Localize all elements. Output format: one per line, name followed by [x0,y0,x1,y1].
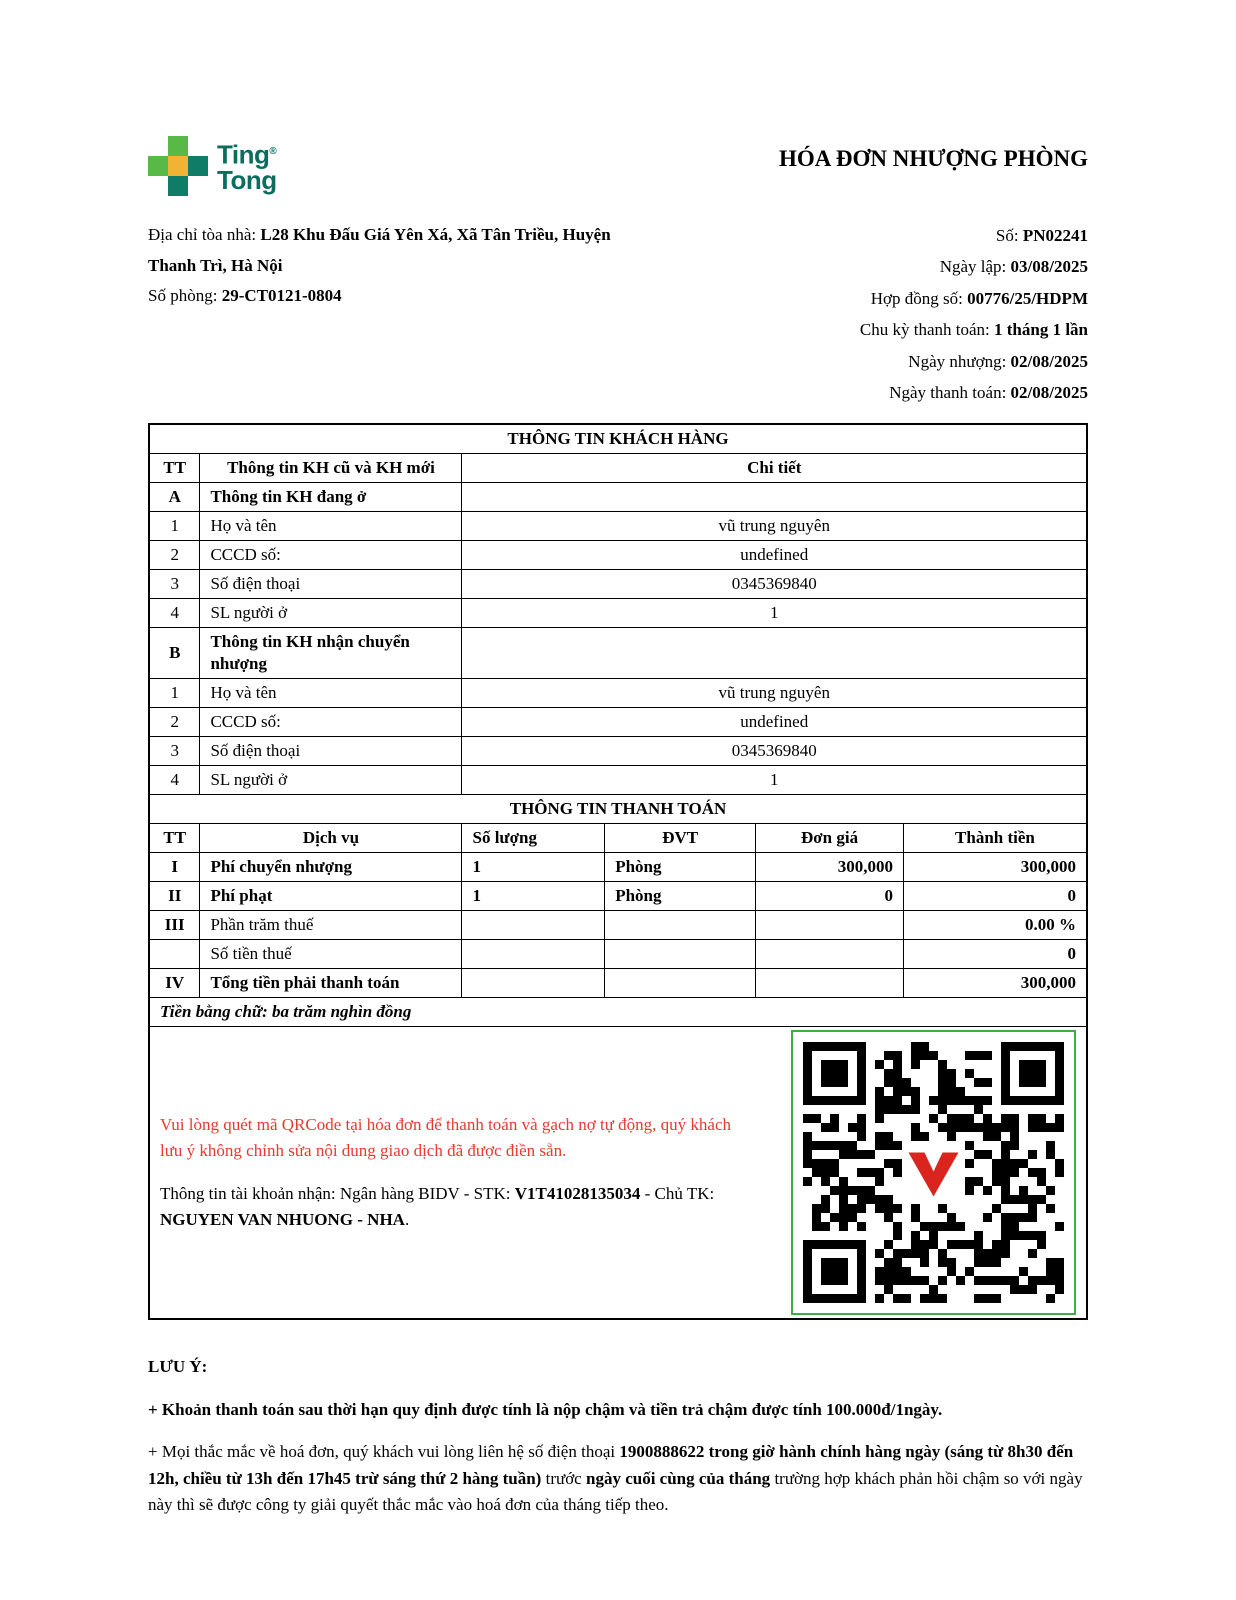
text-segment: . [404,1209,410,1229]
table-row [149,765,1087,794]
table-cell: 0345369840 [462,569,1087,598]
qr-texts [160,1112,745,1232]
table-cell: 4 [149,765,200,794]
meta-value: 00776/25/HDPM [967,288,1088,308]
notes-heading: LƯU Ý: [148,1356,208,1376]
qr-code-image [803,1042,1064,1303]
table-cell: ĐVT [605,823,756,852]
table-cell: Họ và tên [200,511,462,540]
tingtong-logo [148,136,277,196]
meta-value: PN02241 [1022,226,1088,245]
meta-label: Hợp đồng số: [870,288,968,308]
table-cell: CCCD số: [200,707,462,736]
building-address [148,220,660,281]
text-segment: 1900888622 trong giờ hành chính hàng ngày (sáng từ 8h30 đến 12h, chiều từ 13h đến 17h45 trừ sáng thứ 2 hàng tuần) [148,1442,1074,1488]
table-cell: SL người ở [200,598,462,627]
text-segment: trước [541,1468,586,1488]
table-row [149,736,1087,765]
table-cell: Phòng [605,852,756,881]
meta-value: 1 tháng 1 lần [994,320,1088,340]
table-cell: I [149,852,200,881]
table-cell: Dịch vụ [200,823,462,852]
table-cell [149,939,200,968]
document-title: HÓA ĐƠN NHƯỢNG PHÒNG [778,146,1088,171]
invoice-info [148,220,1088,409]
table-cell: Phần trăm thuế [200,910,462,939]
table-cell: CCCD số: [200,540,462,569]
table-cell: 1 [149,678,200,707]
table-cell: 4 [149,598,200,627]
table-row [149,910,1087,939]
customer-section-title [149,424,1087,454]
table-cell: Đơn giá [756,823,904,852]
text-segment: V1T41028135034 [514,1184,641,1204]
meta-label: Số: [995,226,1023,245]
qr-code [791,1030,1076,1315]
tingtong-logo-icon [148,136,208,196]
table-cell: Phí phạt [200,881,462,910]
contact-note [148,1439,1088,1518]
table-cell: Phí chuyển nhượng [200,852,462,881]
table-cell: 1 [462,881,605,910]
table-cell: 2 [149,540,200,569]
invoice-meta-item [860,220,1088,251]
footer-notes [148,1354,1088,1519]
table-row [149,540,1087,569]
table-cell: 0 [903,881,1087,910]
table-cell: Số điện thoại [200,569,462,598]
customer-header-row [149,453,1087,482]
invoice-meta-item [860,283,1088,314]
table-cell: Số lượng [462,823,605,852]
table-cell: Thành tiền [903,823,1087,852]
logo-line2: Tong [217,164,277,195]
registered-mark-icon: ® [269,146,277,158]
table-cell: SL người ở [200,765,462,794]
table-cell: 300,000 [903,852,1087,881]
building-info [148,220,660,409]
meta-value: 02/08/2025 [1010,351,1088,371]
table-cell: 3 [149,569,200,598]
table-cell: Thông tin KH nhận chuyển nhượng [200,627,462,678]
table-cell [462,910,605,939]
invoice-table [148,423,1088,1320]
table-cell [756,910,904,939]
invoice-table-wrapper [148,423,1088,1320]
page-header [148,136,1088,196]
text-segment: Thông tin tài khoản nhận: Ngân hàng BIDV - STK: [160,1184,515,1204]
logo-line1: Ting [217,139,270,170]
table-cell: 2 [149,707,200,736]
table-cell: 1 [149,511,200,540]
text-segment: + Mọi thắc mắc về hoá đơn, quý khách vui lòng liên hệ số điện thoại [148,1442,620,1462]
table-cell: A [149,482,200,511]
meta-value: 03/08/2025 [1010,257,1088,277]
invoice-meta [860,220,1088,409]
table-cell: III [149,910,200,939]
table-cell: 0 [903,939,1087,968]
table-cell: 300,000 [756,852,904,881]
room-label: Số phòng: [148,286,222,306]
table-cell [462,968,605,997]
table-cell: 3 [149,736,200,765]
amount-in-words-row [149,997,1087,1026]
table-cell [605,968,756,997]
table-cell: vũ trung nguyên [462,678,1087,707]
amount-in-words: Tiền bằng chữ: ba trăm nghìn đồng [149,997,1087,1026]
tingtong-logo-text [217,139,277,193]
room-number [148,281,660,312]
table-cell: Phòng [605,881,756,910]
room-value: 29-CT0121-0804 [221,286,342,306]
table-row [149,881,1087,910]
table-cell [605,910,756,939]
invoice-meta-item [860,314,1088,345]
late-payment-note: + Khoản thanh toán sau thời hạn quy định được tính là nộp chậm và tiền trả chậm được tính 100.000đ/1ngày. [148,1399,943,1419]
meta-label: Ngày nhượng: [908,351,1011,371]
table-cell: Thông tin KH cũ và KH mới [200,453,462,482]
text-segment: trường hợp khách phản hồi chậm so với ngày này thì sẽ được công ty giải quyết thắc mắc vào hoá đơn của tháng tiếp theo. [148,1468,1083,1514]
table-cell: 300,000 [903,968,1087,997]
table-row [149,482,1087,511]
table-cell: vũ trung nguyên [462,511,1087,540]
section-title: THÔNG TIN THANH TOÁN [149,794,1087,823]
meta-label: Chu kỳ thanh toán: [859,320,994,340]
table-cell: B [149,627,200,678]
table-cell: 0345369840 [462,736,1087,765]
table-cell [462,939,605,968]
table-cell: 1 [462,598,1087,627]
table-cell: Tổng tiền phải thanh toán [200,968,462,997]
qr-payment-note: Vui lòng quét mã QRCode tại hóa đơn để thanh toán và gạch nợ tự động, quý khách lưu ý không chỉnh sửa nội dung giao dịch đã được điền sẵn. [160,1115,732,1160]
table-cell: II [149,881,200,910]
table-cell: 0 [756,881,904,910]
table-row [149,598,1087,627]
table-cell: Số tiền thuế [200,939,462,968]
section-title: THÔNG TIN KHÁCH HÀNG [149,424,1087,454]
text-segment: ngày cuối cùng của tháng [585,1468,771,1488]
table-row [149,939,1087,968]
address-value: L28 Khu Đấu Giá Yên Xá, Xã Tân Triều, Huyện Thanh Trì, Hà Nội [148,225,611,275]
text-segment: NGUYEN VAN NHUONG - NHA [160,1209,405,1229]
table-cell: 1 [462,852,605,881]
qr-section [149,1026,1087,1319]
table-cell [462,482,1087,511]
payment-header-row [149,823,1087,852]
table-row [149,627,1087,678]
table-row [149,852,1087,881]
table-row [149,511,1087,540]
table-cell: Chi tiết [462,453,1087,482]
bank-account-info [160,1181,745,1232]
table-cell [756,939,904,968]
address-label: Địa chỉ tòa nhà: [148,225,261,244]
invoice-meta-item [860,377,1088,408]
invoice-meta-item [860,346,1088,377]
table-cell: IV [149,968,200,997]
table-cell: TT [149,453,200,482]
table-cell: 1 [462,765,1087,794]
qr-flex [160,1030,1076,1315]
table-cell: Thông tin KH đang ở [200,482,462,511]
table-cell: Số điện thoại [200,736,462,765]
table-row [149,707,1087,736]
table-row [149,968,1087,997]
meta-value: 02/08/2025 [1010,383,1088,403]
table-cell [756,968,904,997]
meta-label: Ngày thanh toán: [889,383,1011,403]
table-row [149,569,1087,598]
table-cell [462,627,1087,678]
qr-row [149,1026,1087,1319]
table-cell: 0.00 % [903,910,1087,939]
table-cell [605,939,756,968]
table-cell: TT [149,823,200,852]
table-cell: undefined [462,540,1087,569]
table-row [149,678,1087,707]
payment-section-title [149,794,1087,823]
invoice-meta-item [860,251,1088,282]
text-segment: - Chủ TK: [640,1184,715,1204]
table-cell: Họ và tên [200,678,462,707]
table-cell: undefined [462,707,1087,736]
meta-label: Ngày lập: [939,257,1011,277]
